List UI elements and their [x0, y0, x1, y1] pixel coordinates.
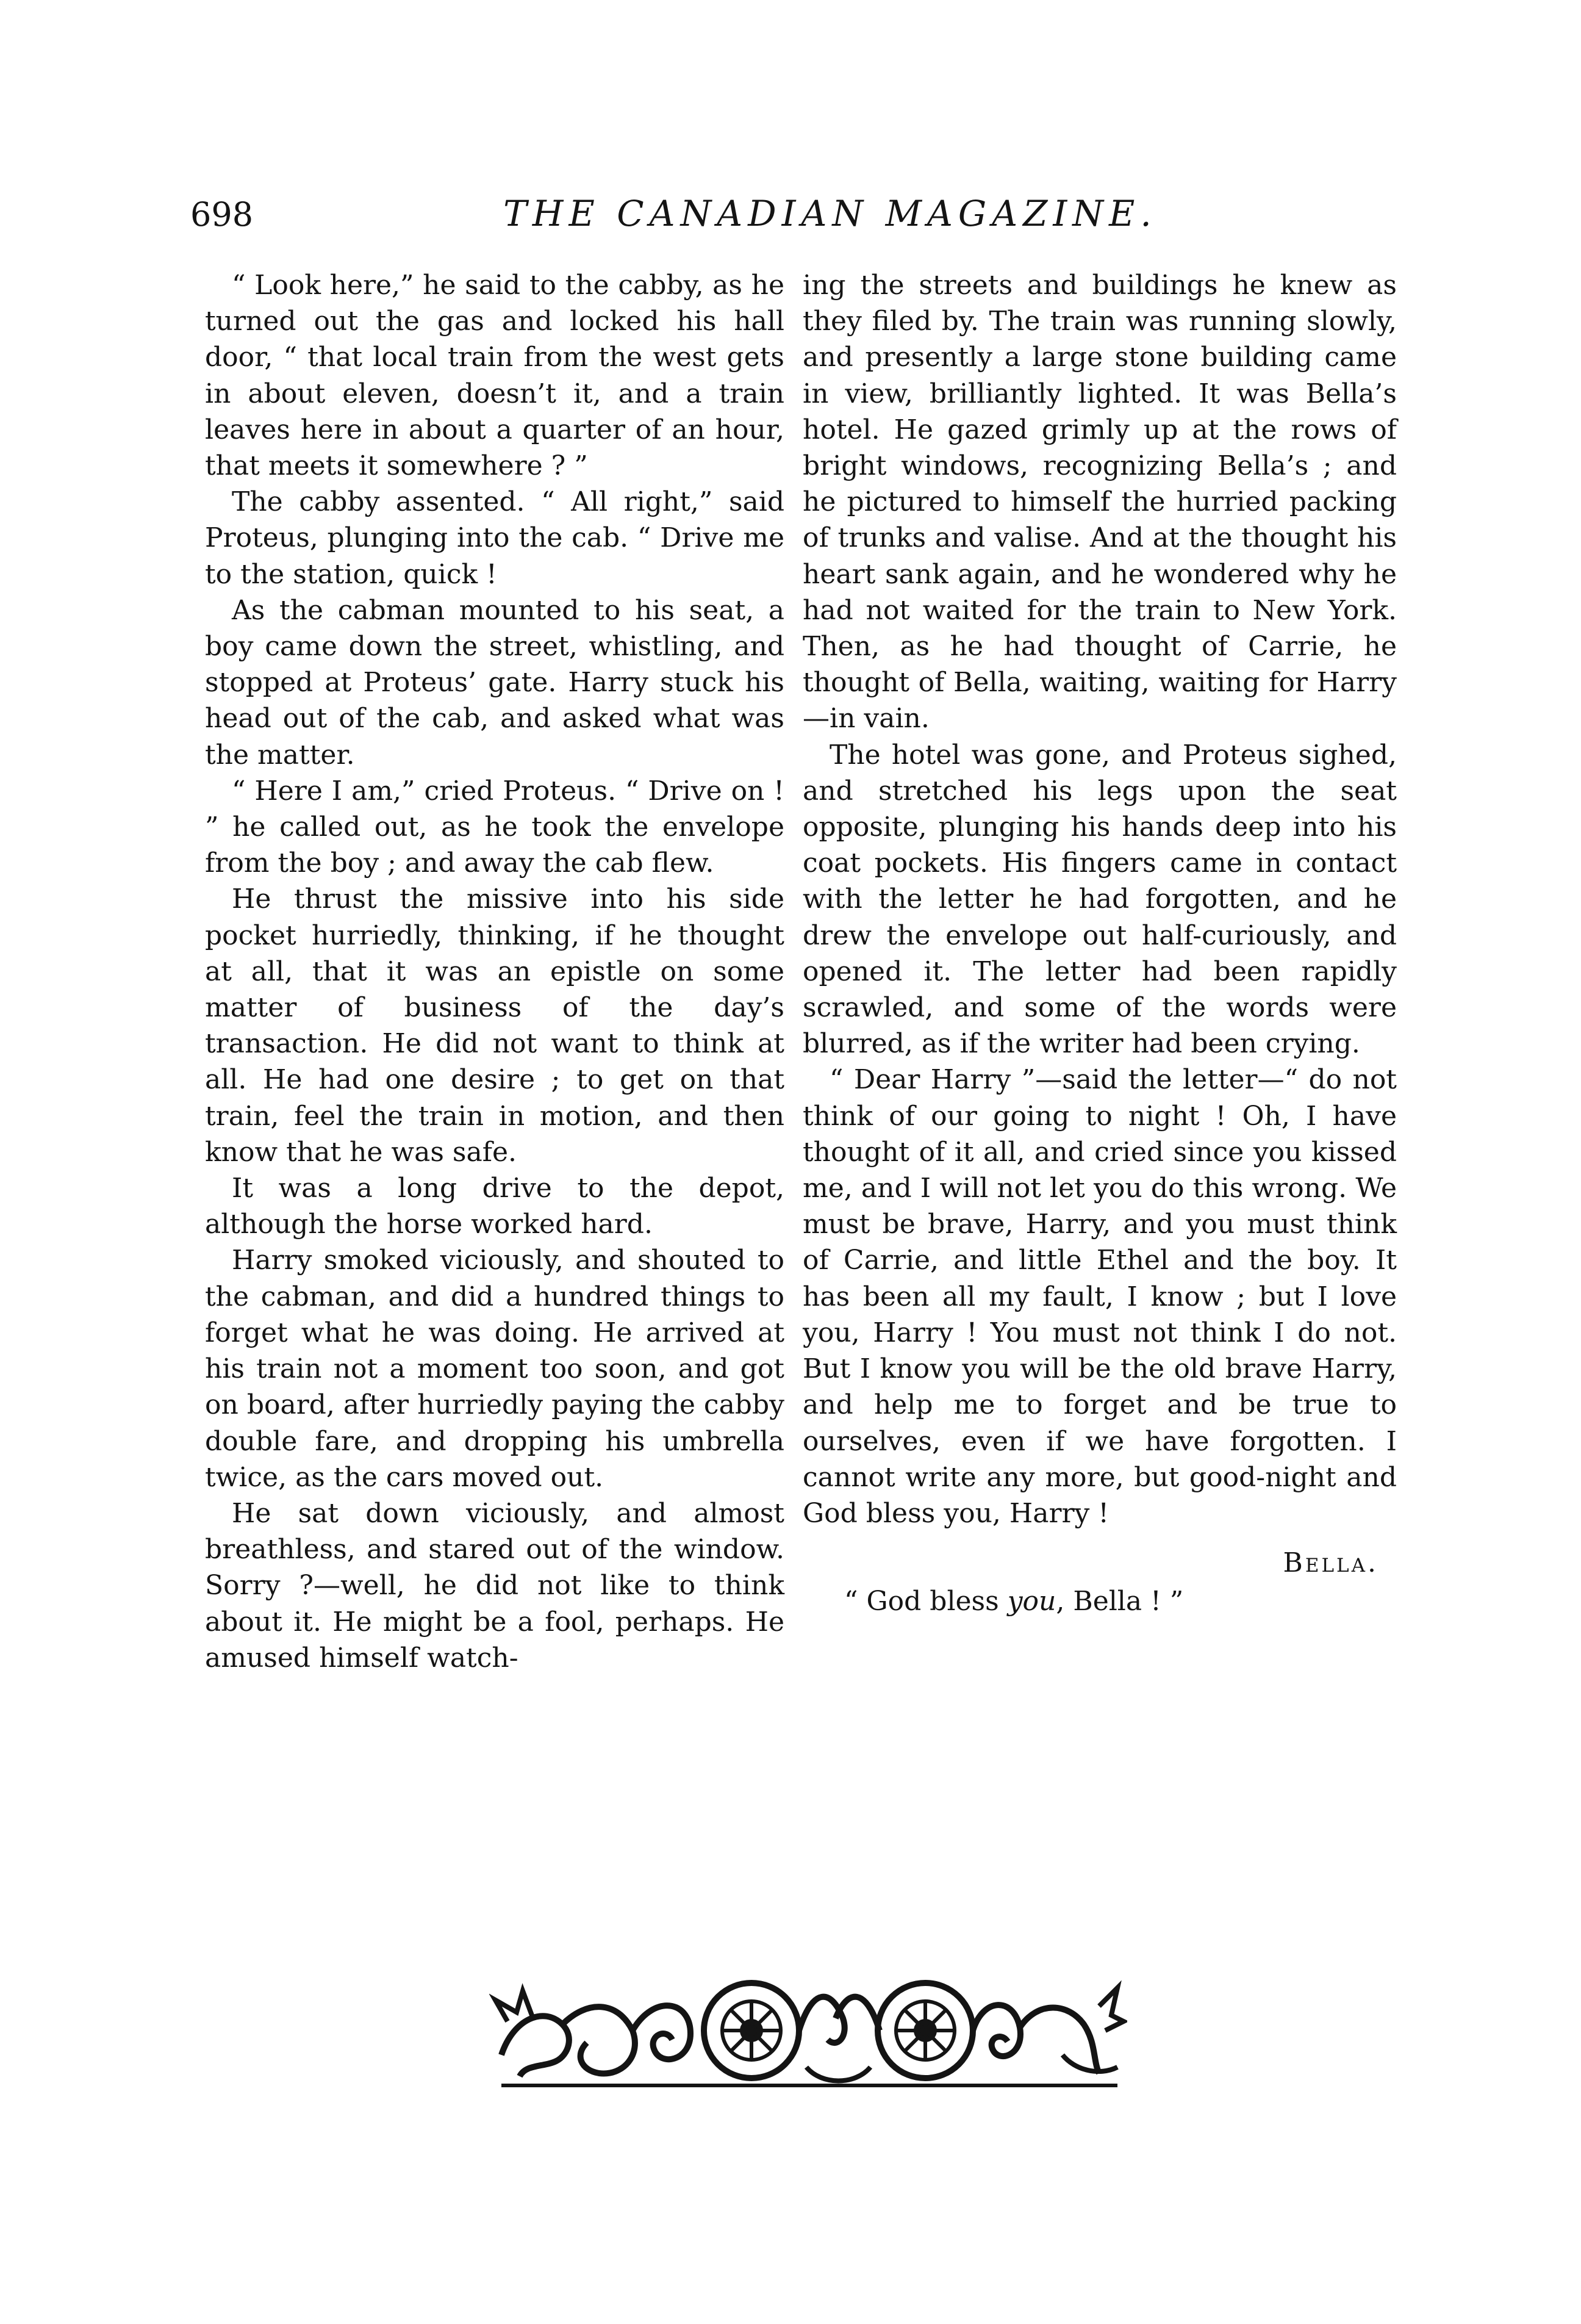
running-head: THE CANADIAN MAGAZINE.	[503, 193, 1157, 234]
paragraph: “ Here I am,” cried Proteus. “ Drive on ! ” he called out, as he took the envelope from the boy ; and away the cab flew.	[205, 775, 784, 879]
paragraph: It was a long drive to the depot, although the horse worked hard.	[205, 1173, 784, 1240]
paragraph: The hotel was gone, and Proteus sighed, and stretched his legs upon the seat opposite, plunging his hands deep into his coat pockets. His fingers came in contact with the letter he had forgotten, and he drew the envelope out half-curiously, and opened it. The letter had been rapidly scrawled, and some of the words were blurred, as if the writer had been crying.	[803, 739, 1397, 1060]
closing-line	[803, 1583, 1397, 1619]
decorative-tailpiece-ornament	[489, 1963, 1127, 2096]
letter-signature: Bella.	[1283, 1547, 1378, 1579]
left-column	[205, 267, 784, 1676]
page-number: 698	[190, 195, 254, 234]
closing-text: “ God bless	[844, 1586, 1008, 1617]
paragraph: “ Look here,” he said to the cabby, as he turned out the gas and locked his hall door, “ that local train from the west gets in about eleven, doesn’t it, and a train leaves here in about a quarter of an hour, that meets it somewhere ? ”	[205, 270, 784, 482]
paragraph: As the cabman mounted to his seat, a boy came down the street, whistling, and stopped at Proteus’ gate. Harry stuck his head out of the cab, and asked what was the matter.	[205, 594, 784, 771]
closing-text-end: , Bella ! ”	[1056, 1586, 1184, 1617]
paragraph: The cabby assented. “ All right,” said Proteus, plunging into the cab. “ Drive me to the station, quick !	[205, 486, 784, 590]
paragraph-continuation: ing the streets and buildings he knew as they filed by. The train was running slowly, and presently a large stone building came in view, brilliantly lighted. It was Bella’s hotel. He gazed grimly up at the rows of bright windows, recognizing Bella’s ; and he pictured to himself the hurried packing of trunks and valise. And at the thought his heart sank again, and he wondered why he had not waited for the train to New York. Then, as he had thought of Carrie, he thought of Bella, waiting, waiting for Harry—in vain.	[803, 270, 1397, 735]
letter-paragraph: “ Dear Harry ”—said the letter—“ do not think of our going to night ! Oh, I have thought of it all, and cried since you kissed me, and I will not let you do this wrong. We must be brave, Harry, and you must think of Carrie, and little Ethel and the boy. It has been all my fault, I know ; but I love you, Harry ! You must not think I do not. But I know you will be the old brave Harry, and help me to forget and be true to ourselves, even if we have forgotten. I cannot write any more, but good-night and God bless you, Harry !	[803, 1064, 1397, 1529]
right-column	[803, 267, 1397, 1620]
paragraph: He thrust the missive into his side pocket hurriedly, thinking, if he thought at all, that it was an epistle on some matter of business of the day’s transaction. He did not want to think at all. He had one desire ; to get on that train, feel the train in motion, and then know that he was safe.	[205, 883, 784, 1168]
paragraph: Harry smoked viciously, and shouted to the cabman, and did a hundred things to forget what he was doing. He arrived at his train not a moment too soon, and got on board, after hurriedly paying the cabby double fare, and dropping his umbrella twice, as the cars moved out.	[205, 1245, 784, 1493]
paragraph: He sat down viciously, and almost breathless, and stared out of the window. Sorry ?—well, he did not like to think about it. He might be a fool, perhaps. He amused himself watch-	[205, 1497, 784, 1674]
closing-emphasis: you	[1007, 1586, 1056, 1617]
